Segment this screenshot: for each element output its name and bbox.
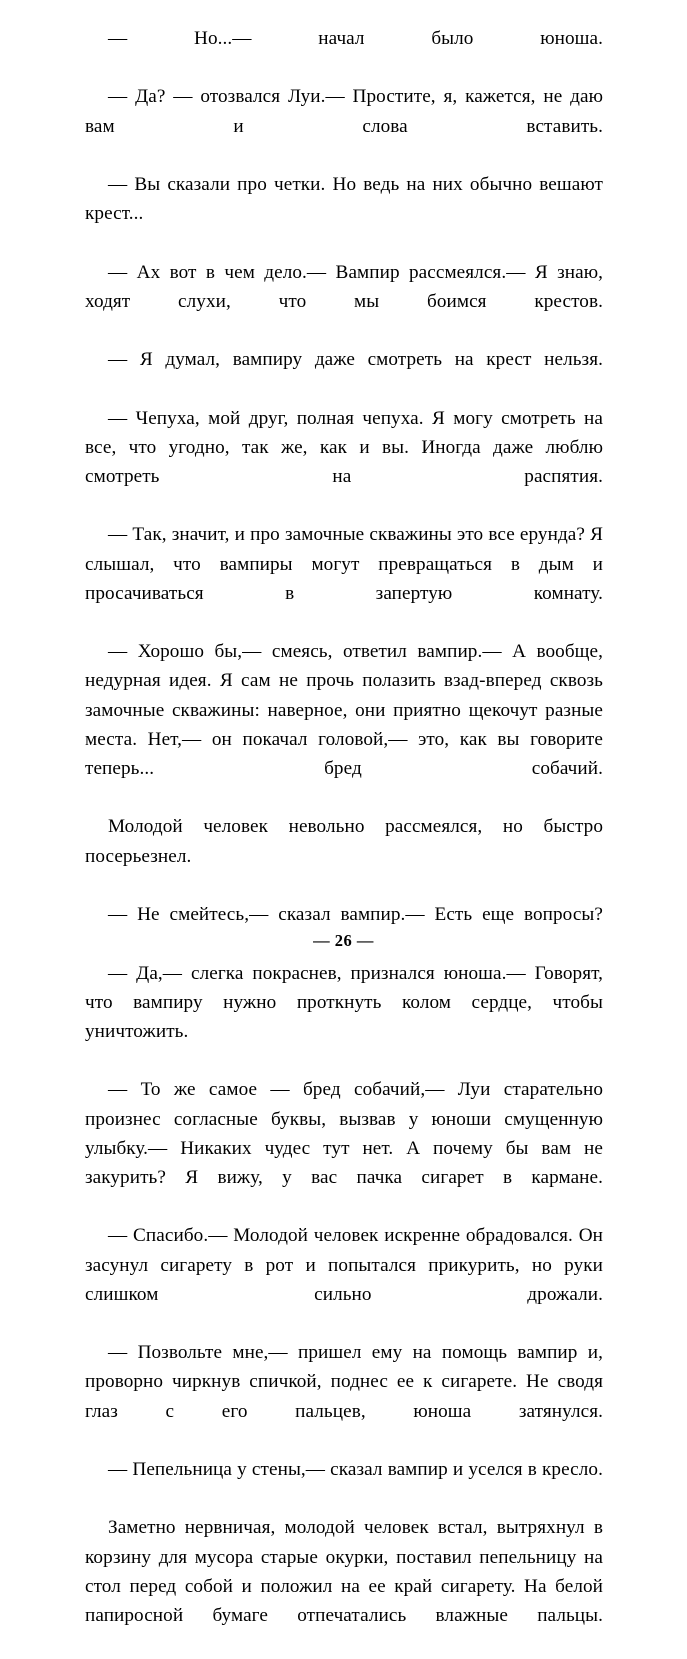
paragraph: — Но...— начал было юноша. [108,28,603,49]
paragraph: — Не смейтесь,— сказал вампир.— Есть еще вопросы? [108,904,603,926]
paragraph: Заметно нервничая, молодой человек встал, вытряхнул в корзину для мусора старые окурки, поставил пепельницу на стол перед собой и положил на ее край сигарету. На белой папиросной бумаге отпечатались влажные пальцы. [85,1517,603,1626]
paragraph: — Чепуха, мой друг, полная чепуха. Я могу смотреть на все, что угодно, так же, как и вы. Иногда даже люблю смотреть на распятия. [85,407,603,488]
paragraph: — Спасибо.— Молодой человек искренне обрадовался. Он засунул сигарету в рот и попытался прикурить, но руки слишком сильно дрожали. [85,1225,603,1305]
page-number: — 26 — [313,931,374,950]
paragraph: — Вы сказали про четки. Но ведь на них обычно вешают крест... [85,174,603,225]
body-text-block [85,24,603,1659]
paragraph: — Хорошо бы,— смеясь, ответил вампир.— А вообще, недурная идея. Я сам не прочь полазить взад-вперед сквозь замочные скважины: наверное, они приятно щекочут разные места. Нет,— он покачал головой,— это, как вы говорите теперь... бред собачий. [85,641,603,780]
paragraph: — Да,— слегка покраснев, признался юноша.— Говорят, что вампиру нужно проткнуть колом сердце, чтобы уничтожить. [85,962,603,1042]
paragraph: — Позвольте мне,— пришел ему на помощь вампир и, проворно чиркнув спичкой, поднес ее к сигарете. Не сводя глаз с его пальцев, юноша затянулся. [85,1342,603,1422]
paragraph: — Я думал, вампиру даже смотреть на крест нельзя. [108,349,603,371]
paragraph: — Так, значит, и про замочные скважины это все ерунда? Я слышал, что вампиры могут превращаться в дым и просачиваться в запертую комнату. [85,524,603,604]
paragraph: — То же самое — бред собачий,— Луи старательно произнес согласные буквы, вызвав у юноши смущенную улыбку.— Никаких чудес тут нет. А почему бы вам не закурить? Я вижу, у вас пачка сигарет в кармане. [85,1079,603,1188]
paragraph: — Пепельница у стены,— сказал вампир и уселся в кресло. [108,1458,603,1480]
paragraph: — Да? — отозвался Луи.— Простите, я, кажется, не даю вам и слова вставить. [85,86,603,137]
paragraph: Молодой человек невольно рассмеялся, но быстро посерьезнел. [85,816,603,867]
paragraph: — Ах вот в чем дело.— Вампир рассмеялся.— Я знаю, ходят слухи, что мы боимся крестов. [85,261,603,312]
